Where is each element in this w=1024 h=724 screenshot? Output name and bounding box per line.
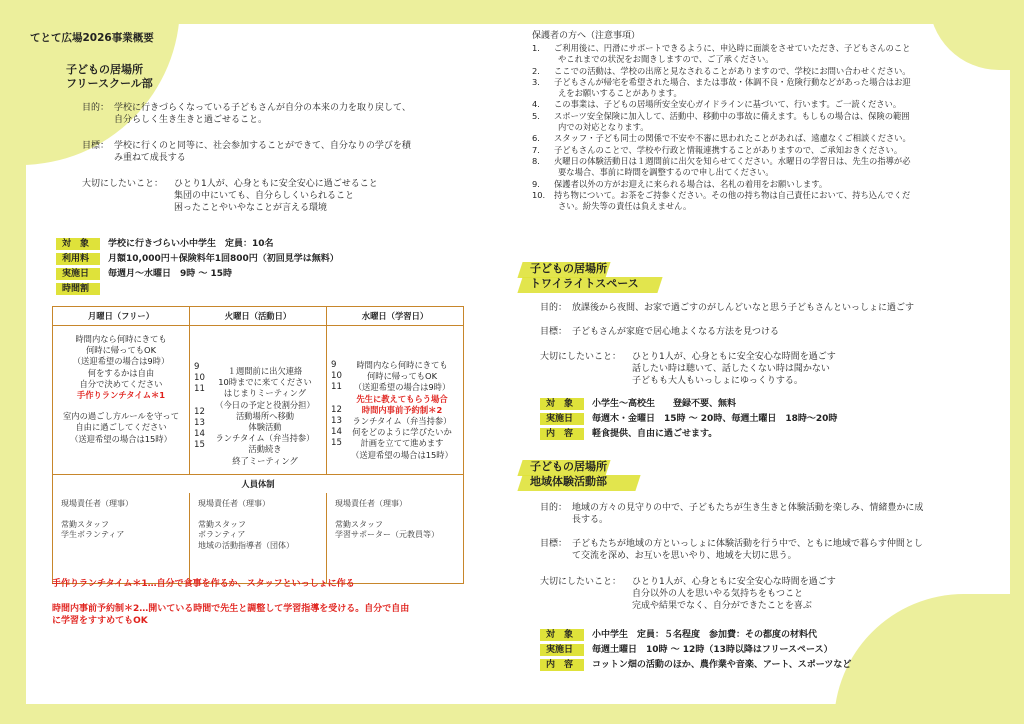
tue-line: 活動続き — [248, 444, 282, 455]
twilight-content-label: 内 容 — [546, 429, 574, 439]
time-label: 11 — [331, 382, 342, 393]
freeschool-target-value: 学校に行きづらい小中学生 定員：10名 — [108, 239, 274, 249]
mon-line: 自分で決めてください — [79, 378, 163, 389]
time-label: 15 — [331, 438, 342, 449]
community-target-label: 対 象 — [546, 630, 574, 640]
community-goal-line2: て交流を深め、お互いを思いやり、地域を大切に思う。 — [572, 551, 797, 561]
time-label: 9 — [194, 362, 200, 372]
twilight-date-value: 毎週木・金曜日 15時 〜 20時、毎週土曜日 18時〜20時 — [592, 414, 838, 424]
time-label: 12 — [331, 404, 342, 415]
twilight-target-label: 対 象 — [546, 399, 574, 409]
community-value-line1: ひとり1人が、心身ともに安全安心な時間を過ごす — [632, 577, 836, 587]
guardian-note: 4. この事業は、子どもの居場所安全安心ガイドラインに基づいて、行います。ご一読ください。 — [532, 99, 902, 110]
wed-line: （送迎希望の場合は15時） — [351, 449, 453, 460]
freeschool-date-value: 毎週月〜水曜日 9時 〜 15時 — [108, 269, 233, 279]
staff-line: 学生ボランティア — [61, 530, 125, 539]
time-label: 10 — [194, 373, 205, 384]
freeschool-goal-line2: み重ねて成長する — [114, 153, 186, 163]
staff-line: 常勤スタッフ — [335, 519, 383, 529]
twilight-date-label: 実施日 — [546, 414, 574, 424]
schedule-header-wed: 水曜日（学習日） — [327, 307, 464, 326]
time-label: 15 — [194, 440, 205, 451]
guardian-note: 3. 子どもさんが帰宅を希望された場合、または事故・体調不良・危険行動などがあった場合はお迎 — [532, 76, 911, 87]
community-date-label: 実施日 — [546, 645, 574, 655]
staff-line: 現場責任者（理事） — [198, 499, 270, 508]
tue-line: ランチタイム（弁当持参） — [215, 433, 315, 444]
wed-line: （送迎希望の場合は9時） — [353, 382, 451, 393]
staff-header: 人員体制 — [53, 475, 464, 494]
tue-line: 体験活動 — [248, 422, 282, 433]
time-label: 14 — [194, 429, 205, 440]
guardian-title: 保護者の方へ（注意事項） — [532, 31, 641, 41]
freeschool-fee-label: 利用料 — [62, 254, 90, 264]
guardian-note-cont: 内での対応となります。 — [558, 122, 649, 133]
community-title-line1: 子どもの居場所 — [530, 460, 607, 473]
mon-line: 室内の過ごし方ルールを守って — [63, 411, 179, 422]
staff-line: 常勤スタッフ — [61, 519, 109, 529]
guardian-note: 7. 子どもさんのことで、学校や行政と情報連携することがありますので、ご承知おきください。 — [532, 144, 903, 155]
wed-reservation-note: 時間内事前予約制＊2 — [361, 404, 443, 415]
guardian-note: 1. ご利用後に、円滑にサポートできるように、申込時に面談をさせていただき、子どもさんのこと — [532, 43, 911, 53]
community-value-label: 大切にしたいこと： — [540, 577, 622, 587]
freeschool-title-line2: フリースクール部 — [66, 77, 153, 90]
freeschool-value-line3: 困ったことやいやなことが言える環境 — [174, 203, 328, 213]
staff-cell-mon — [53, 493, 190, 584]
tue-line: （今日の予定と役割分担） — [215, 399, 315, 410]
wed-line: 時間内なら何時にきても — [356, 360, 448, 370]
guardian-note: 9. 保護者以外の方がお迎えに来られる場合は、名札の着用をお願いします。 — [532, 178, 828, 189]
mon-line: 時間内なら何時にきても — [75, 334, 167, 344]
mon-line: 何時に帰ってもOK — [85, 345, 157, 356]
page-title: てとて広場2026事業概要 — [30, 32, 154, 44]
twilight-title-line1: 子どもの居場所 — [530, 262, 607, 275]
wed-line: 計画を立てて進めます — [360, 438, 444, 449]
guardian-note: 10. 持ち物について。お茶をご持参ください。その他の持ち物は自己責任において、持ち込んでくだ — [532, 189, 911, 200]
guardian-note: 8. 火曜日の体験活動日は１週間前に出欠を知らせてください。水曜日の学習日は、先生の指導が必 — [532, 155, 911, 166]
tue-line: 活動場所へ移動 — [235, 410, 295, 421]
staff-line: 現場責任者（理事） — [335, 499, 407, 508]
time-label: 9 — [331, 360, 337, 370]
guardian-note: 6. スタッフ・子ども同士の関係で不安や不審に思われたことがあれば、遠慮なくご相談ください。 — [532, 133, 911, 144]
tue-line: 終了ミーティング — [232, 455, 298, 466]
wed-teacher-note: 先生に教えてもらう場合 — [356, 393, 448, 404]
wed-line: 何時に帰ってもOK — [366, 371, 438, 382]
freeschool-purpose-label: 目的： — [82, 103, 110, 113]
twilight-target-value: 小学生〜高校生 登録不要、無料 — [592, 399, 737, 409]
schedule-header-mon: 月曜日（フリー） — [53, 307, 190, 326]
twilight-content-value: 軽食提供、自由に過ごせます。 — [592, 429, 718, 439]
freeschool-value-line1: ひとり1人が、心身ともに安全安心に過ごせること — [174, 179, 378, 189]
schedule-cell-tue — [190, 326, 327, 475]
footnote-reservation-line2: に学習をすすめてもOK — [52, 616, 148, 626]
freeschool-value-label: 大切にしたいこと： — [82, 179, 164, 189]
tue-line: １週間前に出欠連絡 — [227, 366, 303, 376]
wed-line: ランチタイム（弁当持参） — [352, 416, 452, 427]
freeschool-timetable-label: 時間割 — [62, 284, 90, 294]
freeschool-target-label: 対 象 — [62, 239, 90, 249]
schedule-cell-mon — [53, 326, 190, 475]
mon-lunch-note: 手作りランチタイム＊1 — [76, 390, 166, 401]
community-value-line3: 完成や結果でなく、自分ができたことを喜ぶ — [632, 601, 812, 611]
twilight-purpose-label: 目的： — [540, 303, 568, 313]
time-label: 14 — [331, 427, 342, 438]
guardian-note-cont: やこれまでの状況をお聞きしますので、ご了承ください。 — [558, 54, 774, 65]
mon-line: 自由に過ごしてください — [75, 422, 167, 433]
twilight-value-line3: 子どもも大人もいっしょにゆっくりする。 — [632, 376, 803, 386]
freeschool-purpose-line2: 自分らしく生き生きと過ごせること。 — [114, 115, 268, 125]
guardian-note-cont: 要な場合、事前に時間を調整するので申し出てください。 — [558, 167, 774, 178]
community-content-label: 内 容 — [546, 660, 574, 670]
mon-line: 何をするかは自由 — [87, 367, 155, 378]
footnote-reservation-line1: 時間内事前予約制＊2…開いている時間で先生と調整して学習指導を受ける。自分で自由 — [52, 604, 410, 614]
staff-line: 常勤スタッフ — [198, 519, 246, 529]
freeschool-date-label: 実施日 — [62, 269, 90, 279]
staff-line: 地域の活動指導者（団体） — [198, 540, 294, 550]
time-label: 12 — [194, 406, 205, 417]
freeschool-purpose-line1: 学校に行きづらくなっている子どもさんが自分の本来の力を取り戻して、 — [114, 103, 411, 113]
community-goal-label: 目標： — [540, 539, 568, 549]
guardian-notes-list — [528, 43, 911, 212]
twilight-value-label: 大切にしたいこと： — [540, 352, 622, 362]
freeschool-fee-value: 月額10,000円＋保険料年1回800円（初回見学は無料） — [108, 254, 339, 264]
guardian-note: 5. スポーツ安全保険に加入して、活動中、移動中の事故に備えます。もしもの場合は、保険の範囲 — [532, 110, 910, 121]
community-purpose-label: 目的： — [540, 503, 568, 513]
twilight-purpose: 放課後から夜間、お家で過ごすのがしんどいなと思う子どもさんといっしょに過ごす — [572, 303, 915, 313]
community-target-value: 小中学生 定員：５名程度 参加費：その都度の材料代 — [592, 630, 818, 640]
twilight-title-line2: トワイライトスペース — [530, 277, 639, 290]
freeschool-goal-label: 目標： — [82, 141, 110, 151]
community-title-line2: 地域体験活動部 — [530, 475, 607, 488]
twilight-goal: 子どもさんが家庭で居心地よくなる方法を見つける — [572, 327, 780, 337]
footnote-lunch: 手作りランチタイム＊1…自分で食事を作るか、スタッフといっしょに作る — [52, 579, 355, 589]
community-content-value: コットン畑の活動のほか、農作業や音楽、アート、スポーツなど — [592, 660, 852, 670]
community-purpose-line2: 長する。 — [572, 515, 609, 525]
freeschool-goal-line1: 学校に行くのと同等に、社会参加することができて、自分なりの学びを積 — [114, 141, 411, 151]
time-label: 11 — [194, 384, 205, 395]
tue-line: はじまりミーティング — [223, 388, 307, 399]
schedule-header-tue: 火曜日（活動日） — [190, 307, 327, 326]
community-goal-line1: 子どもたちが地域の方といっしょに体験活動を行う中で、ともに地域で暮らす仲間とし — [572, 539, 923, 549]
time-label: 13 — [194, 418, 205, 428]
mon-line: （送迎希望の場合は9時） — [72, 356, 170, 367]
staff-line: 現場責任者（理事） — [61, 499, 133, 508]
mon-line: （送迎希望の場合は15時） — [70, 433, 172, 444]
community-date-value: 毎週土曜日 10時 〜 12時（13時以降はフリースペース） — [592, 645, 833, 655]
staff-cell-tue — [190, 493, 327, 584]
guardian-note: 2. ここでの活動は、学校の出席と見なされることがありますので、学校にお問い合わせください。 — [532, 65, 911, 76]
tue-line: 10時までに来てください — [218, 377, 312, 388]
staff-line: ボランティア — [198, 530, 246, 539]
schedule-cell-wed — [327, 326, 464, 475]
freeschool-title-line1: 子どもの居場所 — [66, 63, 143, 76]
staff-line: 学習サポーター（元教員等） — [335, 530, 439, 539]
schedule-table — [52, 306, 464, 584]
wed-line: 何をどのように学びたいか — [352, 427, 452, 438]
community-value-line2: 自分以外の人を思いやる気持ちをもつこと — [632, 589, 804, 599]
time-label: 10 — [331, 371, 342, 382]
twilight-value-line2: 話したい時は聴いて、話したくない時は聞かない — [632, 364, 830, 374]
staff-cell-wed — [327, 493, 464, 584]
time-label: 13 — [331, 416, 342, 426]
freeschool-value-line2: 集団の中にいても、自分らしくいられること — [174, 191, 355, 201]
twilight-goal-label: 目標： — [540, 327, 568, 337]
guardian-note-cont: えをお願いすることがあります。 — [558, 88, 682, 99]
community-purpose-line1: 地域の方々の見守りの中で、子どもたちが生き生きと体験活動を楽しみ、情緒豊かに成 — [572, 503, 924, 513]
twilight-value-line1: ひとり1人が、心身ともに安全安心な時間を過ごす — [632, 352, 836, 362]
guardian-note-cont: さい。紛失等の責任は負えません。 — [558, 201, 692, 212]
